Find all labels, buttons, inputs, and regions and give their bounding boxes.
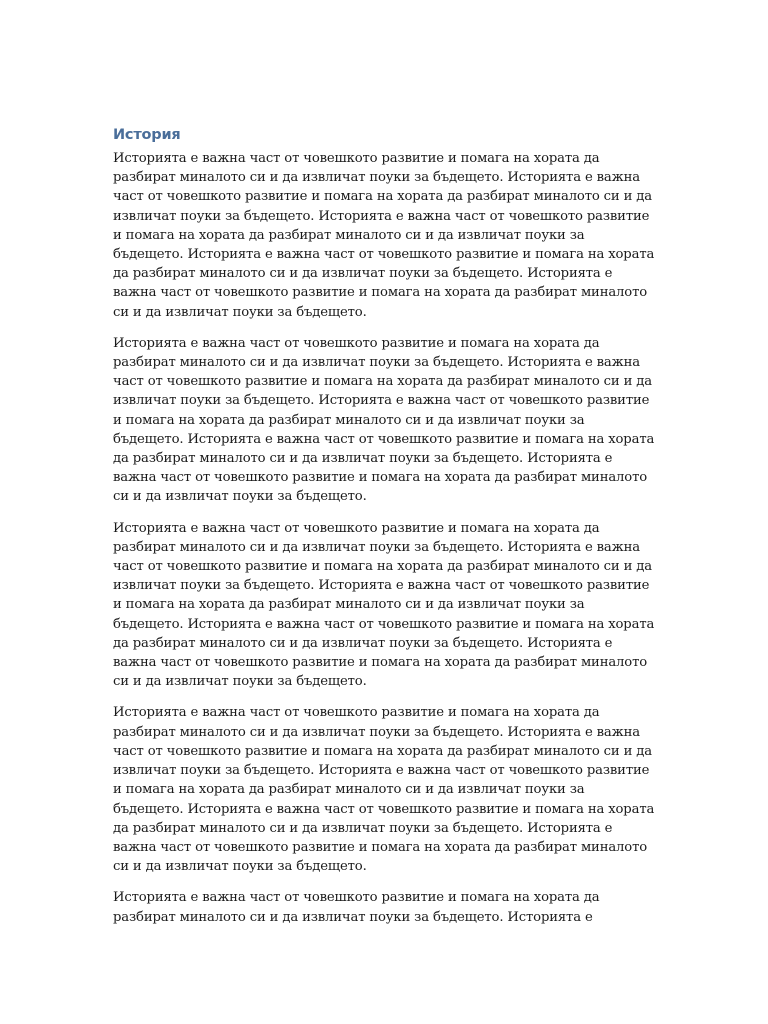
paragraph: Историята е важна част от човешкото развитие и помага на хората да разбират миналото си и да извличат поуки за бъдещето. Историята е <box>113 890 600 925</box>
document-body <box>113 125 658 939</box>
section-heading: История <box>113 127 181 143</box>
paragraph: Историята е важна част от човешкото развитие и помага на хората да разбират миналото си и да извличат поуки за бъдещето. Историята е важна част от човешкото развитие и помага на хората да разбират миналото си и да извличат поуки за бъдещето. Историята е важна част от човешкото развитие и помага на хората да разбират миналото си и да извличат поуки за бъдещето. Историята е важна част от човешкото развитие и помага на хората да разбират миналото си и да извличат поуки за бъдещето. Историята е важна част от човешкото развитие и помага на хората да разбират миналото си и да извличат поуки за бъдещето. <box>113 335 655 505</box>
paragraph: Историята е важна част от човешкото развитие и помага на хората да разбират миналото си и да извличат поуки за бъдещето. Историята е важна част от човешкото развитие и помага на хората да разбират миналото си и да извличат поуки за бъдещето. Историята е важна част от човешкото развитие и помага на хората да разбират миналото си и да извличат поуки за бъдещето. Историята е важна част от човешкото развитие и помага на хората да разбират миналото си и да извличат поуки за бъдещето. Историята е важна част от човешкото развитие и помага на хората да разбират миналото си и да извличат поуки за бъдещето. <box>113 151 655 320</box>
paragraph: Историята е важна част от човешкото развитие и помага на хората да разбират миналото си и да извличат поуки за бъдещето. Историята е важна част от човешкото развитие и помага на хората да разбират миналото си и да извличат поуки за бъдещето. Историята е важна част от човешкото развитие и помага на хората да разбират миналото си и да извличат поуки за бъдещето. Историята е важна част от човешкото развитие и помага на хората да разбират миналото си и да извличат поуки за бъдещето. Историята е важна част от човешкото развитие и помага на хората да разбират миналото си и да извличат поуки за бъдещето. <box>113 520 655 690</box>
paragraph: Историята е важна част от човешкото развитие и помага на хората да разбират миналото си и да извличат поуки за бъдещето. Историята е важна част от човешкото развитие и помага на хората да разбират миналото си и да извличат поуки за бъдещето. Историята е важна част от човешкото развитие и помага на хората да разбират миналото си и да извличат поуки за бъдещето. Историята е важна част от човешкото развитие и помага на хората да разбират миналото си и да извличат поуки за бъдещето. Историята е важна част от човешкото развитие и помага на хората да разбират миналото си и да извличат поуки за бъдещето. <box>113 705 655 875</box>
